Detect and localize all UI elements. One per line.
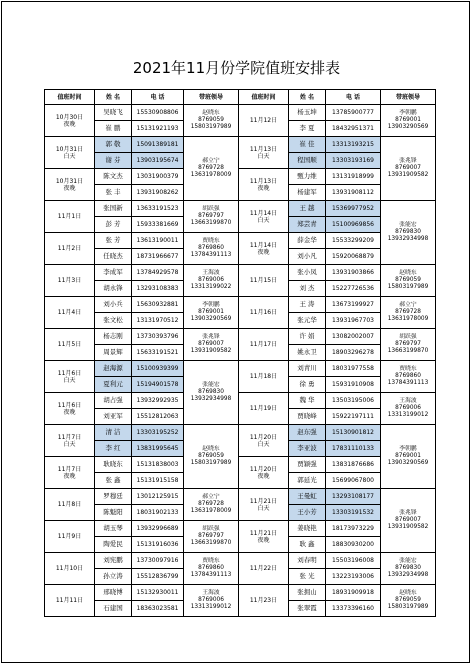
- staff-name: 姚永卫: [289, 345, 326, 361]
- header-leader: 带班领导: [184, 90, 239, 105]
- duty-leader: 贾晓东 8769860 13784391113: [381, 361, 436, 393]
- staff-phone: 15933381669: [132, 217, 184, 233]
- staff-name: 王 越: [289, 201, 326, 217]
- staff-name: 刘亚军: [95, 409, 132, 425]
- staff-phone: 13503195006: [326, 393, 381, 409]
- duty-leader: 赵晓东 8769059 15803197989: [184, 425, 239, 489]
- staff-phone: 13784929578: [132, 265, 184, 281]
- staff-phone: 13012125915: [132, 489, 184, 505]
- staff-name: 刘小兵: [95, 297, 132, 313]
- duty-time: 11月18日: [239, 361, 289, 393]
- duty-time: 11月6日 夜晚: [45, 393, 95, 425]
- staff-name: 赵东强: [289, 425, 326, 441]
- staff-phone: 17831110133: [326, 441, 381, 457]
- table-row: [45, 521, 436, 537]
- staff-phone: 13931967703: [326, 313, 381, 329]
- staff-phone: 13932996689: [132, 521, 184, 537]
- duty-time: 11月14日 夜晚: [239, 233, 289, 265]
- table-row: [45, 265, 436, 281]
- staff-name: 张翠霞: [289, 601, 326, 617]
- staff-name: 罗穆廷: [95, 489, 132, 505]
- staff-phone: 15091389181: [132, 137, 184, 153]
- duty-leader: 贾晓东 8769860 13784391113: [184, 553, 239, 585]
- staff-name: 李成军: [95, 265, 132, 281]
- staff-name: 刘宪鹏: [95, 553, 132, 569]
- staff-phone: 13613190011: [132, 233, 184, 249]
- duty-time: 11月15日: [239, 265, 289, 297]
- duty-time: 11月8日: [45, 489, 95, 521]
- duty-leader: 胡跃强 8769797 13663199870: [184, 201, 239, 233]
- staff-phone: 13931903866: [326, 265, 381, 281]
- duty-leader: 李朝鹏 8769001 13903290569: [381, 425, 436, 489]
- duty-leader: 王海波 8769006 13313199012: [184, 585, 239, 617]
- duty-time: 11月10日: [45, 553, 95, 585]
- staff-phone: 13303195252: [132, 425, 184, 441]
- staff-phone: 13831995645: [132, 441, 184, 457]
- staff-name: 刘青川: [289, 361, 326, 377]
- duty-leader: 胡跃强 8769797 13663199870: [184, 521, 239, 553]
- staff-name: 谢 芬: [95, 153, 132, 169]
- staff-name: 胡永锋: [95, 281, 132, 297]
- staff-phone: 13785900777: [326, 105, 381, 121]
- staff-phone: 15369977952: [326, 201, 381, 217]
- duty-time: 11月20日 白天: [239, 425, 289, 457]
- staff-name: 周景辉: [95, 345, 132, 361]
- duty-time: 11月11日: [45, 585, 95, 617]
- duty-leader: 李朝鹏 8769001 13903290569: [184, 297, 239, 329]
- staff-phone: 15131838003: [132, 457, 184, 473]
- staff-phone: 18731966677: [132, 249, 184, 265]
- staff-name: 崔 佳: [289, 137, 326, 153]
- staff-name: 李亚波: [289, 441, 326, 457]
- table-row: [45, 137, 436, 153]
- staff-phone: 18830930200: [326, 537, 381, 553]
- staff-name: 程国顺: [289, 153, 326, 169]
- staff-name: 石建国: [95, 601, 132, 617]
- staff-name: 贾颖强: [289, 457, 326, 473]
- staff-phone: 13931908112: [326, 185, 381, 201]
- duty-time: 11月4日: [45, 297, 95, 329]
- staff-phone: 13313193215: [326, 137, 381, 153]
- staff-phone: 13031900379: [132, 169, 184, 185]
- duty-time: 10月30日 夜晚: [45, 105, 95, 137]
- staff-name: 张 芳: [95, 233, 132, 249]
- staff-phone: 18363023581: [132, 601, 184, 617]
- duty-leader: 张能宏 8769830 13932934998: [381, 553, 436, 585]
- staff-name: 李 红: [95, 441, 132, 457]
- header-row: [45, 90, 436, 105]
- staff-name: 许 娟: [289, 329, 326, 345]
- staff-name: 刘 杰: [289, 281, 326, 297]
- header-phone: 电 话: [326, 90, 381, 105]
- duty-leader: 郝立宁 8769728 13631978009: [184, 137, 239, 201]
- header-name: 姓 名: [95, 90, 132, 105]
- duty-leader: 张兆锋 8769007 13931909582: [184, 329, 239, 361]
- staff-phone: 15530908806: [132, 105, 184, 121]
- staff-phone: 15130901812: [326, 425, 381, 441]
- duty-leader: 贾晓东 8769860 13784391113: [184, 233, 239, 265]
- table-row: [45, 489, 436, 505]
- staff-phone: 18031977558: [326, 361, 381, 377]
- duty-time: 11月1日: [45, 201, 95, 233]
- staff-phone: 13303191532: [326, 505, 381, 521]
- table-row: [45, 457, 436, 473]
- table-row: [45, 361, 436, 377]
- staff-name: 崔 鹏: [95, 121, 132, 137]
- staff-name: 王曼虹: [289, 489, 326, 505]
- staff-name: 任晓杰: [95, 249, 132, 265]
- staff-name: 张 丰: [95, 185, 132, 201]
- staff-phone: 13131918999: [326, 169, 381, 185]
- staff-name: 张元华: [289, 313, 326, 329]
- table-row: [45, 393, 436, 409]
- staff-phone: 15131916036: [132, 537, 184, 553]
- staff-phone: 15132930011: [132, 585, 184, 601]
- staff-phone: 13831876686: [326, 457, 381, 473]
- staff-name: 徐 勇: [289, 377, 326, 393]
- staff-phone: 15699067800: [326, 473, 381, 489]
- staff-phone: 13633191523: [132, 201, 184, 217]
- staff-name: 胡玉琴: [95, 521, 132, 537]
- duty-leader: 赵晓东 8769059 15803197989: [184, 105, 239, 137]
- duty-time: 10月31日 夜晚: [45, 169, 95, 201]
- staff-name: 刘春明: [289, 553, 326, 569]
- staff-name: 贾晓峰: [289, 409, 326, 425]
- staff-name: 魏 华: [289, 393, 326, 409]
- staff-phone: 13730393796: [132, 329, 184, 345]
- staff-name: 姜晓艳: [289, 521, 326, 537]
- staff-name: 郭延光: [289, 473, 326, 489]
- staff-name: 李 夏: [289, 121, 326, 137]
- staff-name: 夏利元: [95, 377, 132, 393]
- table-row: [45, 553, 436, 569]
- staff-name: 王小芳: [289, 505, 326, 521]
- duty-leader: 张兆锋 8769007 13931909582: [381, 489, 436, 553]
- duty-time: 11月20日 夜晚: [239, 457, 289, 489]
- staff-name: 刘小凡: [289, 249, 326, 265]
- staff-phone: 18031902133: [132, 505, 184, 521]
- staff-phone: 15194901578: [132, 377, 184, 393]
- staff-phone: 15131915158: [132, 473, 184, 489]
- staff-name: 耿晓东: [95, 457, 132, 473]
- table-row: [45, 297, 436, 313]
- staff-phone: 13082002007: [326, 329, 381, 345]
- duty-time: 11月7日 夜晚: [45, 457, 95, 489]
- duty-time: 11月14日 白天: [239, 201, 289, 233]
- staff-phone: 15630932881: [132, 297, 184, 313]
- duty-time: 11月2日: [45, 233, 95, 265]
- duty-leader: 张能宏 8769830 13932934998: [381, 201, 436, 265]
- header-time: 值班时间: [239, 90, 289, 105]
- staff-name: 杨建军: [289, 185, 326, 201]
- staff-name: 张文松: [95, 313, 132, 329]
- staff-name: 吴晓飞: [95, 105, 132, 121]
- duty-time: 11月13日 夜晚: [239, 169, 289, 201]
- staff-name: 张国新: [95, 201, 132, 217]
- staff-phone: 15533299209: [326, 233, 381, 249]
- duty-schedule-table: [44, 89, 436, 617]
- staff-name: 清 洁: [95, 425, 132, 441]
- duty-time: 11月19日: [239, 393, 289, 425]
- staff-phone: 15922197111: [326, 409, 381, 425]
- duty-leader: 王海波 8769006 13313199012: [381, 393, 436, 425]
- staff-phone: 13303193169: [326, 153, 381, 169]
- staff-phone: 15512812063: [132, 409, 184, 425]
- staff-name: 胡占强: [95, 393, 132, 409]
- staff-name: 郑芸青: [289, 217, 326, 233]
- duty-leader: 郝立宁 8769728 13631978009: [381, 297, 436, 329]
- duty-time: 11月16日: [239, 297, 289, 329]
- staff-phone: 13931908262: [132, 185, 184, 201]
- staff-phone: 15100969856: [326, 217, 381, 233]
- staff-name: 陈文杰: [95, 169, 132, 185]
- staff-phone: 13730097916: [132, 553, 184, 569]
- duty-time: 11月12日: [239, 105, 289, 137]
- staff-phone: 18173973229: [326, 521, 381, 537]
- staff-name: 彭 芳: [95, 217, 132, 233]
- staff-phone: 15512836799: [132, 569, 184, 585]
- staff-name: 王 涛: [289, 297, 326, 313]
- staff-phone: 15503196008: [326, 553, 381, 569]
- staff-phone: 13373396160: [326, 601, 381, 617]
- header-leader: 带班领导: [381, 90, 436, 105]
- staff-name: 陶爱民: [95, 537, 132, 553]
- duty-leader: 赵晓东 8769059 15803197989: [381, 265, 436, 297]
- duty-leader: 赵晓东 8769059 15803197989: [381, 585, 436, 617]
- table-row: [45, 201, 436, 217]
- staff-phone: 15227726536: [326, 281, 381, 297]
- duty-leader: 张能宏 8769830 13932934998: [184, 361, 239, 425]
- staff-phone: 13293108383: [132, 281, 184, 297]
- staff-phone: 15920068879: [326, 249, 381, 265]
- staff-phone: 18903296278: [326, 345, 381, 361]
- table-row: [45, 329, 436, 345]
- duty-time: 11月3日: [45, 265, 95, 297]
- duty-time: 11月17日: [239, 329, 289, 361]
- staff-name: 张小凤: [289, 265, 326, 281]
- staff-name: 张 鑫: [95, 473, 132, 489]
- table-row: [45, 233, 436, 249]
- header-time: 值班时间: [45, 90, 95, 105]
- duty-time: 11月5日: [45, 329, 95, 361]
- staff-phone: 13903195674: [132, 153, 184, 169]
- staff-name: 甄力维: [289, 169, 326, 185]
- staff-phone: 15633191521: [132, 345, 184, 361]
- duty-time: 11月13日 白天: [239, 137, 289, 169]
- duty-time: 11月22日: [239, 553, 289, 585]
- duty-time: 11月23日: [239, 585, 289, 617]
- duty-time: 11月21日 白天: [239, 489, 289, 521]
- duty-time: 11月6日 白天: [45, 361, 95, 393]
- duty-time: 10月31日 白天: [45, 137, 95, 169]
- staff-name: 孙立涛: [95, 569, 132, 585]
- staff-name: 陈魁阳: [95, 505, 132, 521]
- staff-phone: 18931909918: [326, 585, 381, 601]
- header-phone: 电 话: [132, 90, 184, 105]
- staff-name: 杨玉坤: [289, 105, 326, 121]
- staff-name: 张拥山: [289, 585, 326, 601]
- staff-phone: 15100939399: [132, 361, 184, 377]
- staff-name: 郭 敬: [95, 137, 132, 153]
- staff-phone: 13293108177: [326, 489, 381, 505]
- table-row: [45, 585, 436, 601]
- duty-leader: 胡跃强 8769797 13663199870: [381, 329, 436, 361]
- staff-name: 邢晓博: [95, 585, 132, 601]
- staff-phone: 13131970512: [132, 313, 184, 329]
- staff-phone: 13932992935: [132, 393, 184, 409]
- staff-name: 薛金华: [289, 233, 326, 249]
- table-row: [45, 169, 436, 185]
- duty-leader: 郝立宁 8769728 13631978009: [184, 489, 239, 521]
- table-row: [45, 425, 436, 441]
- page-title: 2021年11月份学院值班安排表: [132, 59, 341, 77]
- duty-time: 11月7日 白天: [45, 425, 95, 457]
- staff-phone: 13673199927: [326, 297, 381, 313]
- staff-phone: 13223193006: [326, 569, 381, 585]
- duty-leader: 李朝鹏 8769001 13903290569: [381, 105, 436, 137]
- staff-phone: 18432951371: [326, 121, 381, 137]
- staff-name: 耿 鑫: [289, 537, 326, 553]
- staff-phone: 15931910908: [326, 377, 381, 393]
- table-row: [45, 105, 436, 121]
- duty-time: 11月21日 夜晚: [239, 521, 289, 553]
- duty-leader: 张兆锋 8769007 13931909582: [381, 137, 436, 201]
- staff-name: 杨志刚: [95, 329, 132, 345]
- staff-phone: 15131921193: [132, 121, 184, 137]
- staff-name: 张 光: [289, 569, 326, 585]
- duty-leader: 王海波 8769006 13313199022: [184, 265, 239, 297]
- staff-name: 赵海源: [95, 361, 132, 377]
- header-name: 姓 名: [289, 90, 326, 105]
- duty-time: 11月9日: [45, 521, 95, 553]
